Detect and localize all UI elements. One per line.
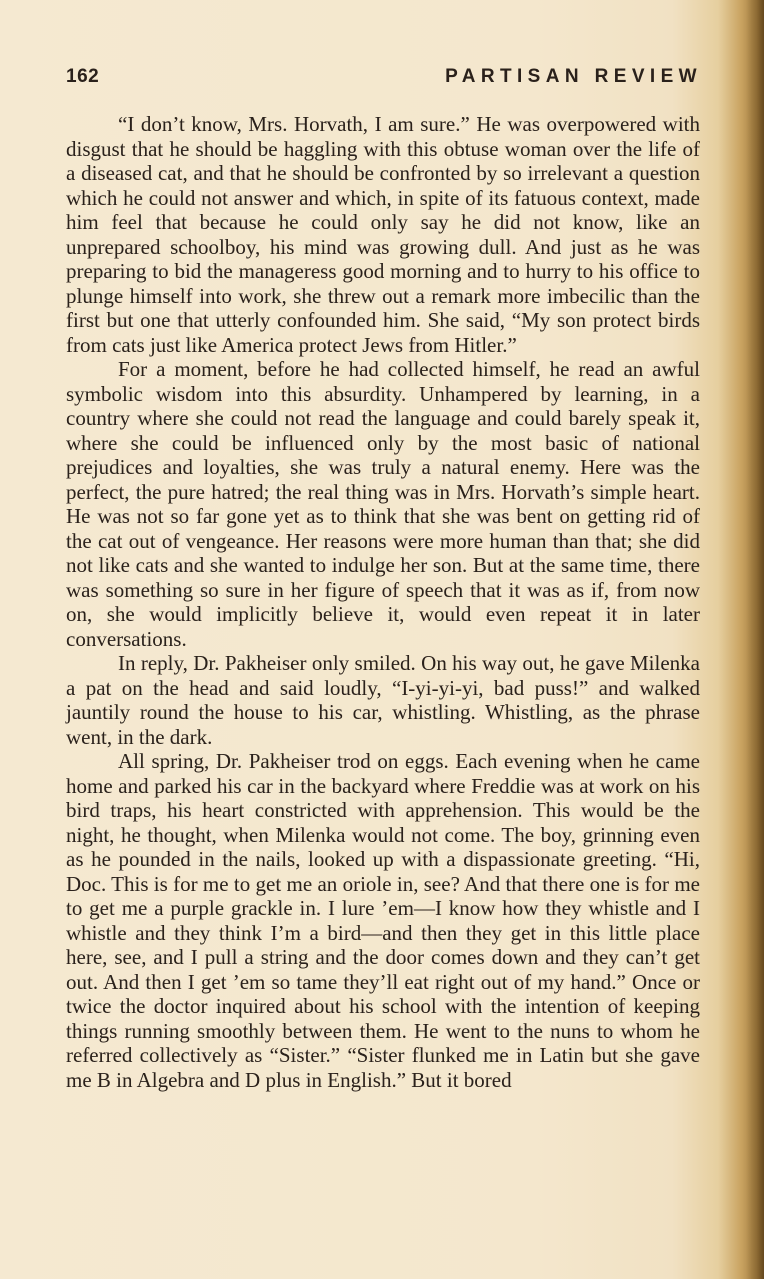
page-number: 162 <box>66 66 100 87</box>
body-text <box>66 112 700 1092</box>
page-spine-shadow <box>746 0 764 1279</box>
paragraph: “I don’t know, Mrs. Horvath, I am sure.” He was overpowered with disgust that he should be haggling with this obtuse woman over the life of a diseased cat, and that he should be confronted by so irrelevant a question which he could not answer and which, in spite of its fatuous context, made him feel that because he could only say he did not know, like an unprepared schoolboy, his mind was growing dull. And just as he was preparing to bid the manageress good morning and to hurry to his office to plunge himself into work, she threw out a remark more imbecilic than the first but one that utterly confounded him. She said, “My son protect birds from cats just like America protect Jews from Hitler.” <box>66 112 700 357</box>
page-header <box>66 62 706 92</box>
paragraph: All spring, Dr. Pakheiser trod on eggs. Each evening when he came home and parked his car in the backyard where Freddie was at work on his bird traps, his heart constricted with apprehension. This would be the night, he thought, when Milenka would not come. The boy, grinning even as he pounded in the nails, looked up with a dispassionate greeting. “Hi, Doc. This is for me to get me an oriole in, see? And that there one is for me to get me a purple grackle in. I lure ’em—I know how they whistle and I whistle and they think I’m a bird—and then they get in this little place here, see, and I pull a string and the door comes down and they can’t get out. And then I get ’em so tame they’ll eat right out of my hand.” Once or twice the doctor inquired about his school with the intention of keeping things running smoothly between them. He went to the nuns to whom he referred collectively as “Sister.” “Sister flunked me in Latin but she gave me B in Algebra and D plus in English.” But it bored <box>66 749 700 1092</box>
paragraph: In reply, Dr. Pakheiser only smiled. On his way out, he gave Milenka a pat on the head and said loudly, “I-yi-yi-yi, bad puss!” and walked jauntily round the house to his car, whistling. Whistling, as the phrase went, in the dark. <box>66 651 700 749</box>
running-title: PARTISAN REVIEW <box>445 66 702 87</box>
paragraph: For a moment, before he had collected himself, he read an awful symbolic wisdom into this absurdity. Unhampered by learning, in a country where she could not read the language and could barely speak it, where she could be influenced only by the most basic of national prejudices and loyalties, she was truly a natural enemy. Here was the perfect, the pure hatred; the real thing was in Mrs. Horvath’s simple heart. He was not so far gone yet as to think that she was bent on getting rid of the cat out of vengeance. Her reasons were more human than that; she did not like cats and she wanted to indulge her son. But at the same time, there was something so sure in her figure of speech that it was as if, from now on, she would implicitly believe it, would even repeat it in later conversations. <box>66 357 700 651</box>
